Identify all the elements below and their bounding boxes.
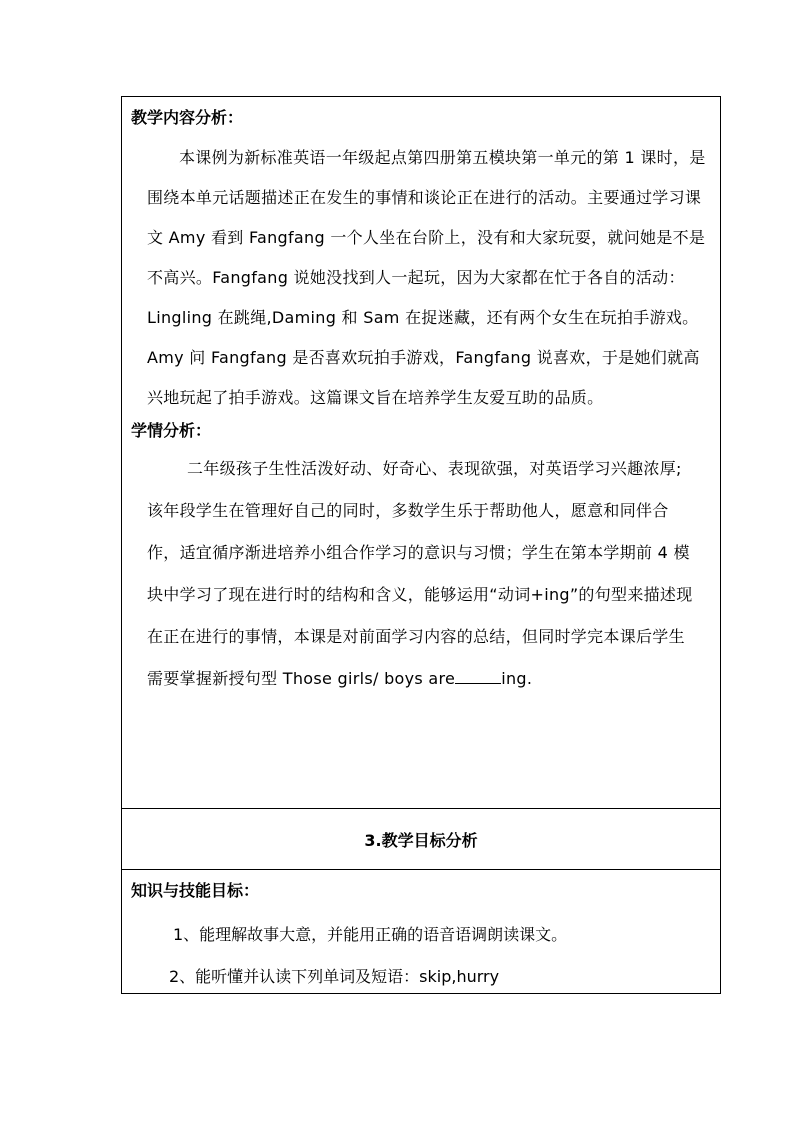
goals-cell [122, 870, 720, 993]
section-heading-cell [122, 809, 720, 870]
goal-item: 2、能听懂并认读下列单词及短语：skip,hurry [169, 967, 500, 986]
content-analysis-paragraph: 本课例为新标准英语一年级起点第四册第五模块第一单元的第 1 课时，是围绕本单元话题描述正在发生的事情和谈论正在进行的活动。主要通过学习课文 Amy 看到 Fangfang 一个人坐在台阶上，没有和大家玩耍，就问她是不是不高兴。Fangfang 说她没找到人一起玩，因为大家都在忙于各自的活动：Lingling 在跳绳,Daming 和 Sam 在捉迷藏，还有两个女生在玩拍手游戏。Amy 问 Fangfang 是否喜欢玩拍手游戏，Fangfang 说喜欢，于是她们就高兴地玩起了拍手游戏。这篇课文旨在培养学生友爱互助的品质。 [147, 148, 706, 407]
student-analysis-paragraph [131, 448, 711, 700]
fill-in-blank [455, 669, 501, 684]
content-analysis-title: 教学内容分析： [131, 108, 244, 127]
goal-item: 1、能理解故事大意，并能用正确的语音语调朗读课文。 [173, 925, 568, 944]
student-analysis-title: 学情分析： [131, 421, 212, 440]
student-analysis-text: 二年级孩子生性活泼好动、好奇心、表现欲强，对英语学习兴趣浓厚;该年段学生在管理好自己的同时，多数学生乐于帮助他人，愿意和同伴合作，适宜循序渐进培养小组合作学习的意识与习惯；学生在第本学期前 4 模块中学习了现在进行时的结构和含义，能够运用“动词+ing”的句型来描述现在正在进行的事情，本课是对前面学习内容的总结，但同时学完本课后学生需要掌握新授句型 Those girls/ boys are [147, 459, 693, 688]
student-analysis-suffix: ing. [501, 669, 533, 688]
lesson-plan-table [121, 96, 721, 994]
section-heading: 3.教学目标分析 [364, 830, 478, 850]
analysis-cell [122, 97, 720, 809]
goals-title: 知识与技能目标： [131, 881, 260, 900]
